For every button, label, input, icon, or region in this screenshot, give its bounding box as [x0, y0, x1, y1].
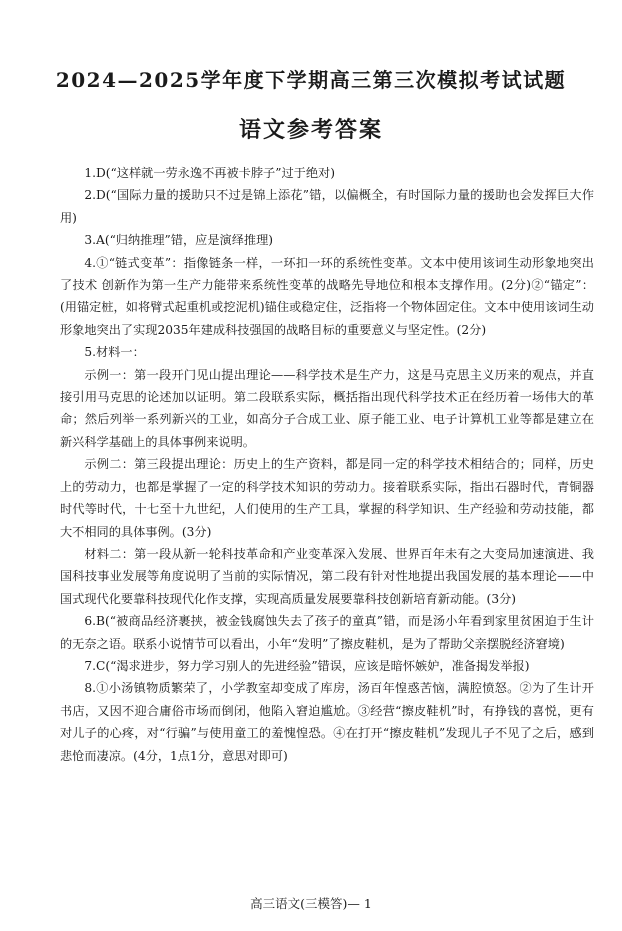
answer-q3: 3.A(“归纳推理”错，应是演绎推理)	[84, 233, 274, 248]
answer-q6: 6.B(“被商品经济裹挟，被金钱腐蚀失去了孩子的童真”错，而是汤小年看到家里贫困迫于生计的无奈之语。联系小说情节可以看出，小年“发明”了擦皮鞋机，是为了帮助父亲摆脱经济窘境)	[60, 614, 594, 651]
answer-q5-example-2: 示例二：第三段提出理论：历史上的生产资料，都是同一定的科学技术相结合的；同样，历史上的劳动力，也都是掌握了一定的科学技术知识的劳动力。接着联系实际，指出石器时代，青铜器时代等时代，十七至十九世纪，人们使用的生产工具，掌握的科学知识、生产经验和劳动技能，都大不相同的具体事例。(3分)	[60, 457, 594, 539]
page-subtitle: 语文参考答案	[238, 117, 383, 143]
answer-q4: 4.①“链式变革”：指像链条一样，一环扣一环的系统性变革。文本中使用该词生动形象地突出了技术 创新作为第一生产力能带来系统性变革的战略先导地位和根本支撑作用。(2分)②“锚定”：(用锚定桩，如将臂式起重机或挖泥机)锚住或稳定住，泛指将一个物体固定住。文本中使用该词生动形象地突出了实现2035年建成科技强国的战略目标的重要意义与坚定性。(2分)	[60, 255, 594, 337]
answer-q5-example-1: 示例一：第一段开门见山提出理论——科学技术是生产力，这是马克思主义历来的观点，并直接引用马克思的论述加以证明。第二段联系实际，概括指出现代科学技术正在经历着一场伟大的革命；然后列举一系列新兴的工业，如高分子合成工业、原子能工业、电子计算机工业等都是建立在新兴科学基础上的具体事例来说明。	[60, 367, 594, 449]
answer-q7: 7.C(“渴求进步，努力学习别人的先进经验”错误，应该是暗怀嫉妒，准备揭发举报)	[84, 658, 530, 673]
page-footer: 高三语文(三模答)— 1	[250, 896, 372, 911]
answer-body	[60, 162, 594, 767]
answer-q5-material-2: 材料二：第一段从新一轮科技革命和产业变革深入发展、世界百年未有之大变局加速演进、我国科技事业发展等角度说明了当前的实际情况，第二段有针对性地提出我国发展的基本理论——中国式现代化要靠科技现代化作支撑，实现高质量发展要靠科技创新培育新动能。(3分)	[60, 546, 594, 606]
page-title: 2024—2025学年度下学期高三第三次模拟考试试题	[55, 68, 567, 92]
answer-q8: 8.①小汤镇物质繁荣了，小学教室却变成了库房，汤百年惶惑苦恼，满腔愤怒。②为了生计开书店，又因不迎合庸俗市场而倒闭，他陷入窘迫尴尬。③经营“擦皮鞋机”时，有挣钱的喜悦，更有对儿子的心疼，对“行骗”与使用童工的羞愧惶恐。④在打开“擦皮鞋机”发现儿子不见了之后，感到悲怆而凄凉。(4分，1点1分，意思对即可)	[60, 681, 594, 763]
answer-q5-heading: 5.材料一：	[84, 345, 145, 360]
answer-q2: 2.D(“国际力量的援助只不过是锦上添花”错，以偏概全，有时国际力量的援助也会发挥巨大作用)	[60, 188, 594, 225]
answer-q1: 1.D(“这样就一劳永逸不再被卡脖子”过于绝对)	[84, 166, 335, 180]
